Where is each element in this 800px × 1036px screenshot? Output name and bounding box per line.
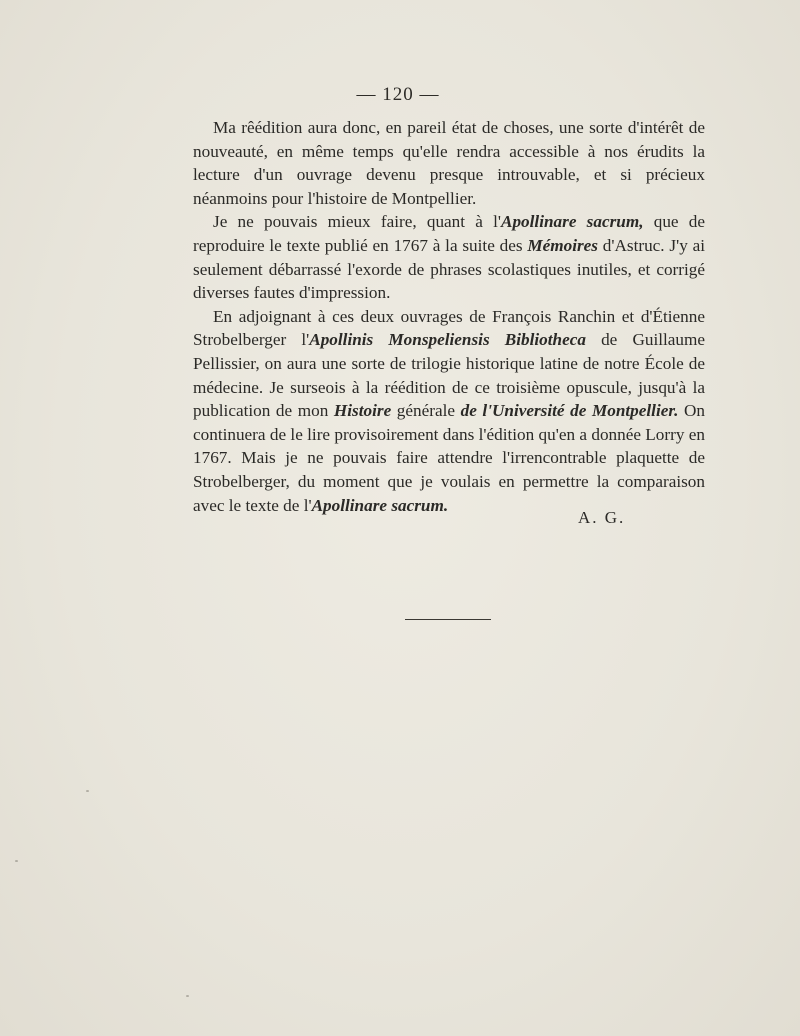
paragraph [193,305,705,517]
paper-speck [15,860,18,862]
text-run: d'Astruc. J'y ai seulement débarrassé l'exorde de phrases scolastiques inutiles, et corrigé diverses fautes d'impression. [193,235,705,303]
text-run: En adjoignant à ces deux ouvrages de François Ranchin et d'Étienne Strobelberger l' [193,306,705,350]
paper-speck [86,790,89,792]
signature: A. G. [578,508,626,527]
paragraph [193,116,705,210]
horizontal-rule [405,619,491,620]
page-number [0,84,800,106]
text-run: que de reproduire le texte publié en 1767 à la suite des [193,212,705,255]
italic-run: Apollinare sacrum. [311,495,449,515]
paragraph [193,210,705,304]
paper-speck [186,995,189,997]
text-run: de Guillaume Pellissier, on aura une sorte de trilogie historique latine de notre École de médecine. Je surseois à la réédition de ce troisième opuscule, jusqu'à la publication de mon [193,330,705,421]
text-run: générale [391,401,461,421]
body-text [193,116,705,517]
text-run: Ma rêédition aura donc, en pareil état de choses, une sorte d'intérêt de nouveauté, en même temps qu'elle rendra accessible à nos érudits la lecture d'un ouvrage devenu presque introuvable, et si précieux néanmoins pour l'histoire de Montpellier. [193,118,705,208]
italic-run: Apollinare sacrum, [501,212,644,232]
italic-run: Histoire [333,401,392,421]
italic-run: Mémoires [527,235,598,255]
page-number-text: — 120 — [356,84,440,105]
italic-run: de l'Université de Montpellier. [460,401,679,421]
text-run: On continuera de le lire provisoirement dans l'édition qu'en a donnée Lorry en 1767. Mais je ne pouvais faire attendre l'irrencontrable plaquette de Strobelberger, du moment que je voulais en permettre la comparaison avec le texte de l' [193,401,705,515]
text-run: Je ne pouvais mieux faire, quant à l' [213,212,501,232]
italic-run: Apollinis Monspeliensis Bibliotheca [309,330,586,350]
